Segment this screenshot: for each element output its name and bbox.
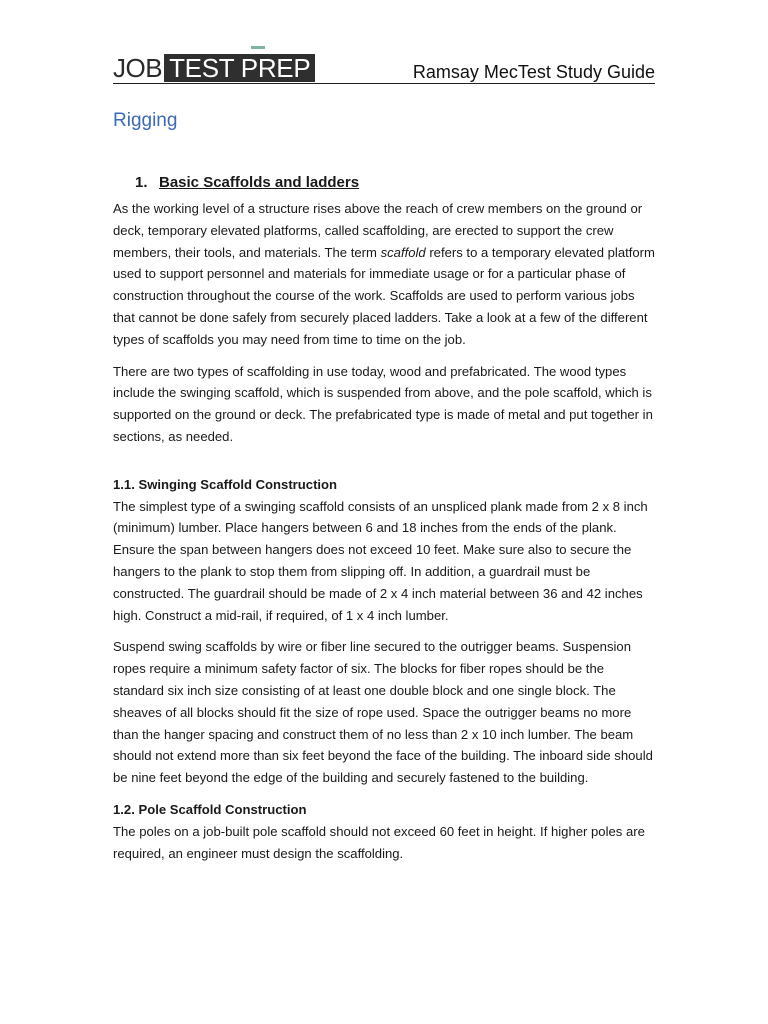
paragraph-swinging-2: Suspend swing scaffolds by wire or fiber line secured to the outrigger beams. Suspension ropes require a minimum safety factor of six. The blocks for fiber ropes should be the standard six inch size consisting of at least one double block and one single block. The sheaves of all blocks should fit the size of rope used. Space the outrigger beams no more than the hanger spacing and construct them of no less than 2 x 10 inch lumber. The beam should not extend more than six feet beyond the face of the building. The inboard side should be nine feet beyond the edge of the building and securely fastened to the building. <box>113 639 653 786</box>
paragraph-text: refers to a temporary elevated platform used to support personnel and materials for immediate usage or for a particular phase of construction throughout the course of the work. Scaffolds are used to perform various jobs that cannot be done safely from securely placed ladders. Take a look at a few of the different types of scaffolds you may need from time to time on the job. <box>113 244 655 347</box>
logo-job-text: JOB <box>113 53 163 83</box>
emphasis-term: scaffold <box>380 244 426 260</box>
document-title: Rigging <box>113 110 178 131</box>
section-title: Basic Scaffolds and ladders <box>159 174 360 191</box>
header-title: Ramsay MecTest Study Guide <box>412 62 655 82</box>
logo-test-prep-text: TEST PREP <box>164 54 315 82</box>
document-body <box>113 172 657 874</box>
section-heading-1 <box>135 172 657 194</box>
paragraph-swinging-1: The simplest type of a swinging scaffold consists of an unspliced plank made from 2 x 8 inch (minimum) lumber. Place hangers between 6 and 18 inches from the ends of the plank. Ensure the span between hangers does not exceed 10 feet. Make sure also to secure the hangers to the plank to stop them from slipping off. In addition, a guardrail must be constructed. The guardrail should be made of 2 x 4 inch material between 36 and 42 inches high. Construct a mid-rail, if required, of 1 x 4 inch lumber. <box>113 498 648 623</box>
subsection-heading-1-2: 1.2. Pole Scaffold Construction <box>113 801 307 817</box>
paragraph-types: There are two types of scaffolding in use today, wood and prefabricated. The wood types include the swinging scaffold, which is suspended from above, and the pole scaffold, which is supported on the ground or deck. The prefabricated type is made of metal and put together in sections, as needed. <box>113 363 653 444</box>
section-number: 1. <box>135 174 148 191</box>
paragraph-intro <box>113 198 657 351</box>
paragraph-text: As the working level of a structure rises above the reach of crew members on the ground or deck, temporary elevated platforms, called scaffolding, are erected to support the crew members, their tools, and materials. The term <box>113 201 643 260</box>
page-header <box>113 44 655 86</box>
paragraph-pole-1: The poles on a job-built pole scaffold should not exceed 60 feet in height. If higher poles are required, an engineer must design the scaffolding. <box>113 823 645 861</box>
subsection-heading-1-1: 1.1. Swinging Scaffold Construction <box>113 476 338 492</box>
logo-accent-mark <box>251 46 265 49</box>
header-rule <box>113 83 655 84</box>
jobtestprep-logo <box>113 44 315 84</box>
